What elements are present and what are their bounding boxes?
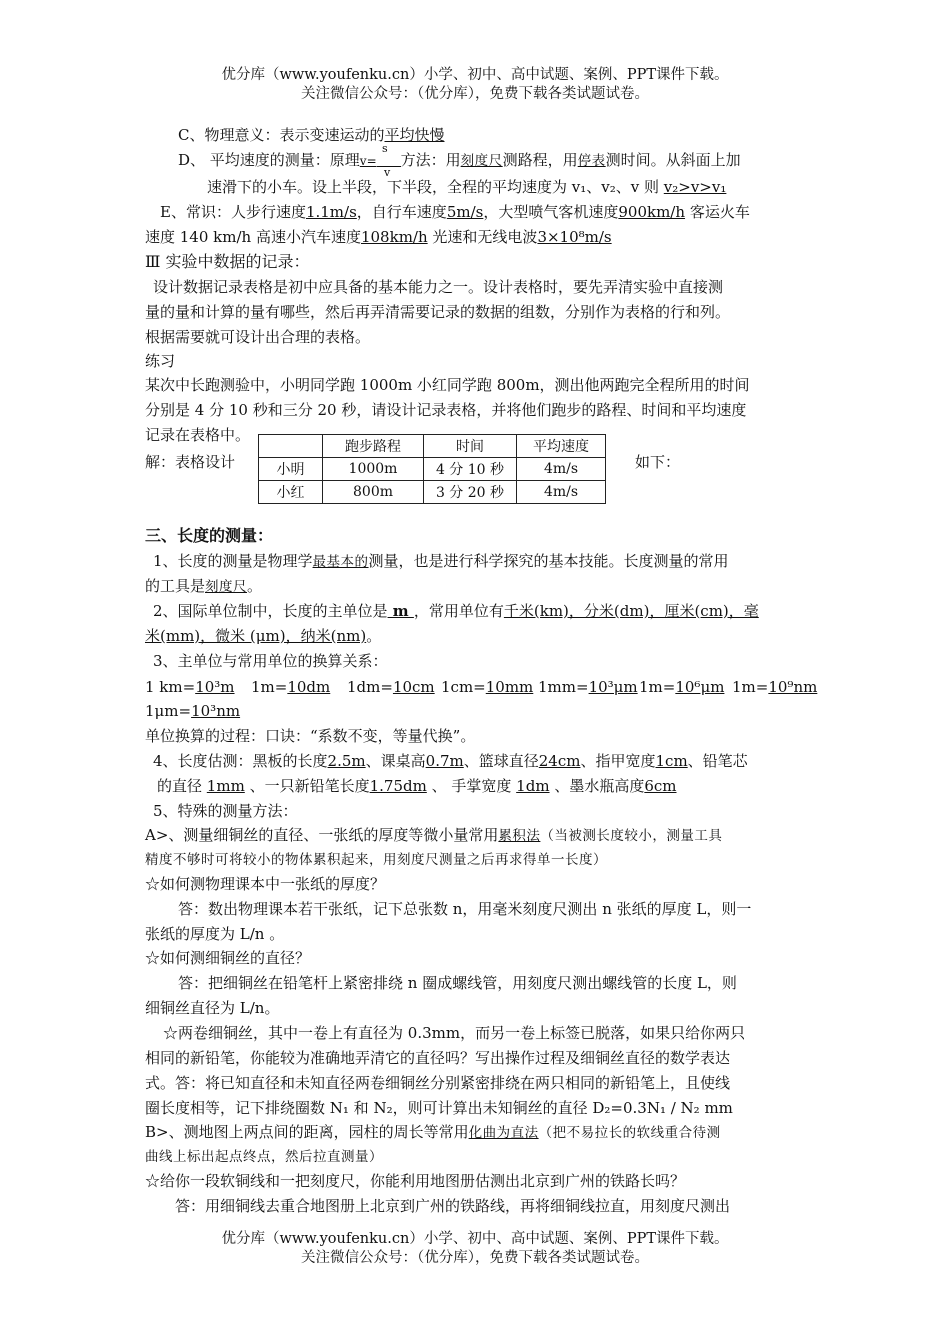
question-map: ☆给你一段软铜线和一把刻度尺，你能利用地图册估测出北京到广州的铁路长吗？	[145, 1172, 686, 1190]
page-header	[0, 66, 950, 104]
conversion-4: 1cm=10mm	[441, 678, 534, 696]
formula-s: s	[382, 142, 388, 155]
answer-wire-1: 答：把细铜丝在铅笔杆上紧密排绕 n 圈成螺线管，用刻度尺测出螺线管的长度 L，则	[178, 974, 737, 992]
length-item-1: 1、长度的测量是物理学最基本的测量，也是进行科学探究的基本技能。长度测量的常用	[153, 552, 729, 570]
length-item-1-line2: 的工具是刻度尺。	[145, 577, 263, 595]
length-item-4-line2: 的直径 1mm 、一只新铅笔长度1.75dm 、 手掌宽度 1dm 、墨水瓶高度6cm	[157, 777, 677, 795]
conversion-7: 1m=10⁹nm	[732, 678, 818, 696]
practice-q-1: 某次中长跑测验中，小明同学跑 1000m 小红同学跑 800m，测出他两跑完全程所用的时间	[145, 376, 750, 394]
practice-q-2: 分别是 4 分 10 秒和三分 20 秒，请设计记录表格，并将他们跑步的路程、时间和平均速度	[145, 401, 747, 419]
table-cell: 4m/s	[517, 458, 606, 481]
answer-paper-2: 张纸的厚度为 L/n 。	[145, 925, 285, 943]
table-cell: 800m	[323, 481, 424, 504]
length-section-title: 三、长度的测量：	[145, 526, 274, 545]
item-e: E、常识：人步行速度1.1m/s，自行车速度5m/s，大型喷气客机速度900km/h 客运火车	[160, 203, 750, 221]
formula-t: v	[384, 166, 391, 179]
table-cell: 4 分 10 秒	[424, 458, 517, 481]
sec3-para-2: 量的量和计算的量有哪些，然后再弄清需要记录的数据的组数，分别作为表格的行和列。	[145, 303, 731, 321]
conversion-8: 1μm=10³nm	[145, 702, 241, 720]
answer-paper-1: 答：数出物理课本若干张纸，记下总张数 n，用毫米刻度尺测出 n 张纸的厚度 L，则一	[178, 900, 752, 918]
practice-q-3: 记录在表格中。	[145, 426, 251, 444]
answer-pre: 解：表格设计	[145, 453, 236, 471]
question-two-wires-2: 相同的新铅笔，你能较为准确地弄清它的直径吗？写出操作过程及细铜丝直径的数学表达	[145, 1049, 731, 1067]
conversion-3: 1dm=10cm	[347, 678, 435, 696]
table-header-cell	[259, 435, 323, 458]
method-a-line2: 精度不够时可将较小的物体累积起来，用刻度尺测量之后再求得单一长度）	[145, 852, 607, 868]
answer-map: 答：用细铜线去重合地图册上北京到广州的铁路线，再将细铜线拉直，用刻度尺测出	[175, 1197, 731, 1215]
question-two-wires-1: ☆两卷细铜丝，其中一卷上有直径为 0.3mm，而另一卷上标签已脱落，如果只给你两只	[163, 1024, 746, 1042]
item-e-line2: 速度 140 km/h 高速小汽车速度108km/h 光速和无线电波3×10⁸m/s	[145, 228, 612, 246]
length-item-4: 4、长度估测：黑板的长度2.5m、课桌高0.7m、篮球直径24cm、指甲宽度1cm、铅笔芯	[153, 752, 748, 770]
question-wire: ☆如何测细铜丝的直径？	[145, 949, 311, 967]
header-line-2: 关注微信公众号：（优分库），免费下载各类试题试卷。	[301, 86, 649, 102]
table-header-cell: 跑步路程	[323, 435, 424, 458]
answer-post: 如下：	[635, 453, 681, 471]
item-d: D、 平均速度的测量：原理v= 方法：用刻度尺测路程，用停表测时间。从斜面上加	[178, 151, 741, 169]
section-3-title: Ⅲ 实验中数据的记录：	[145, 252, 310, 271]
sec3-para-1: 设计数据记录表格是初中应具备的基本能力之一。设计表格时，要先弄清实验中直接测	[153, 278, 724, 296]
length-item-2-line2: 米(mm)，微米 (μm)，纳米(nm)。	[145, 627, 382, 645]
sec3-para-3: 根据需要就可设计出合理的表格。	[145, 328, 371, 346]
question-two-wires-4: 圈长度相等，记下排绕圈数 N₁ 和 N₂，则可计算出未知铜丝的直径 D₂=0.3N₁ / N₂ mm	[145, 1099, 733, 1117]
method-a: A>、测量细铜丝的直径、一张纸的厚度等微小量常用累积法（当被测长度较小，测量工具	[145, 826, 723, 844]
header-line-1: 优分库（www.youfenku.cn）小学、初中、高中试题、案例、PPT课件下载。	[221, 67, 729, 83]
conversion-2: 1m=10dm	[251, 678, 331, 696]
method-b: B>、测地图上两点间的距离，园柱的周长等常用化曲为直法（把不易拉长的软线重合待测	[145, 1123, 721, 1141]
conversion-5: 1mm=10³μm	[538, 678, 638, 696]
item-d-line2: 速滑下的小车。设上半段，下半段，全程的平均速度为 v₁、v₂、v 则 v₂>v>v₁	[207, 178, 727, 196]
length-item-2: 2、国际单位制中，长度的主单位是 m ，常用单位有千米(km)，分米(dm)，厘米(cm)，毫	[153, 602, 759, 620]
table-row	[259, 481, 606, 504]
answer-wire-2: 细铜丝直径为 L/n。	[145, 999, 280, 1017]
table-header-cell: 平均速度	[517, 435, 606, 458]
page-footer	[0, 1230, 950, 1268]
length-item-5: 5、特殊的测量方法：	[153, 802, 298, 820]
footer-line-1: 优分库（www.youfenku.cn）小学、初中、高中试题、案例、PPT课件下载。	[221, 1231, 729, 1247]
table-cell: 4m/s	[517, 481, 606, 504]
item-c: C、物理意义：表示变速运动的平均快慢	[178, 126, 445, 144]
method-b-line2: 曲线上标出起点终点，然后拉直测量）	[145, 1149, 383, 1165]
conversion-6: 1m=10⁶μm	[639, 678, 725, 696]
practice-label: 练习	[145, 352, 176, 370]
table-cell: 1000m	[323, 458, 424, 481]
conversion-rule: 单位换算的过程：口诀：“系数不变，等量代换”。	[145, 727, 476, 745]
table-header-cell: 时间	[424, 435, 517, 458]
record-table	[258, 434, 606, 504]
question-two-wires-3: 式。答：将已知直径和未知直径两卷细铜丝分别紧密排绕在两只相同的新铅笔上，且使线	[145, 1074, 731, 1092]
length-item-3: 3、主单位与常用单位的换算关系：	[153, 652, 388, 670]
table-cell: 小明	[259, 458, 323, 481]
conversion-1: 1 km=10³m	[145, 678, 235, 696]
table-cell: 小红	[259, 481, 323, 504]
table-cell: 3 分 20 秒	[424, 481, 517, 504]
table-row	[259, 458, 606, 481]
footer-line-2: 关注微信公众号：（优分库），免费下载各类试题试卷。	[301, 1250, 649, 1266]
question-paper: ☆如何测物理课本中一张纸的厚度？	[145, 875, 386, 893]
table-header-row	[259, 435, 606, 458]
